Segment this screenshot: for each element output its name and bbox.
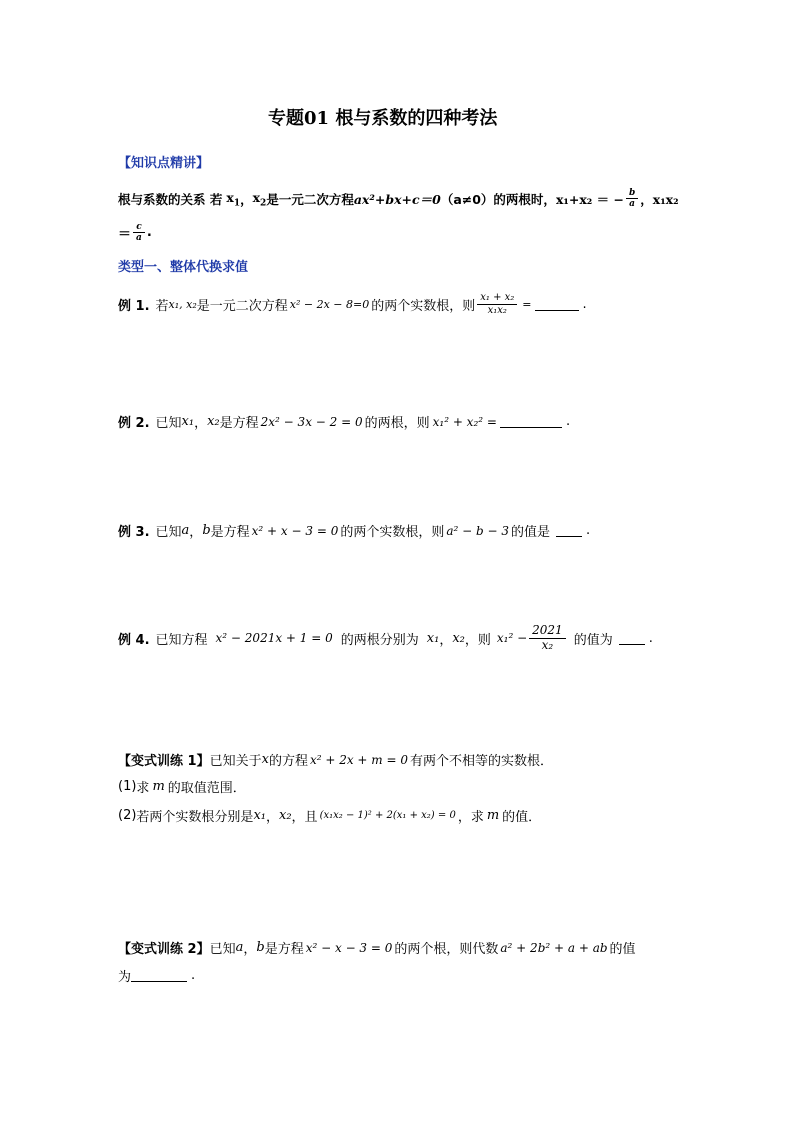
variant-2-text-3: 的两个根，则代数 <box>394 942 499 957</box>
knowledge-x1: $x_1$ <box>226 189 241 209</box>
type1-header: 类型一、整体代换求值 <box>118 260 249 275</box>
variant-1-label: 【变式训练 1】 <box>118 754 210 769</box>
knowledge-prod-eq: ＝ <box>118 227 132 243</box>
knowledge-header: 【知识点精讲】 <box>118 156 210 171</box>
answer-blank[interactable] <box>619 632 645 645</box>
variant-2-text-1: 已知 <box>209 942 236 957</box>
variant-1-text-1: 已知关于 <box>209 754 262 769</box>
fraction-denominator: x₂ <box>541 637 554 652</box>
variant-2-label: 【变式训练 2】 <box>118 942 210 957</box>
example-1-text-2: 是一元二次方程 <box>196 298 288 314</box>
variant-2-end: . <box>191 968 196 983</box>
variant-2-line-2-text: 为 <box>118 970 132 985</box>
example-4-var-2: x₂ <box>452 630 465 646</box>
fraction-denominator: x₁x₂ <box>487 304 507 316</box>
variant-1-q2-comma: ， <box>265 810 279 825</box>
page-title: 专题01 根与系数的四种考法 <box>268 108 498 129</box>
knowledge-end: . <box>146 225 152 241</box>
variant-2-var-1: a <box>235 940 244 955</box>
example-3-text-3: 的两个实数根，则 <box>340 525 445 540</box>
example-1-fraction <box>477 292 517 316</box>
variant-2-comma: ， <box>243 942 257 957</box>
example-3-text-4: 的值是 <box>511 525 551 540</box>
example-4-expr-lhs: x₁² − <box>496 631 528 646</box>
variant-2-var-2: b <box>256 940 265 955</box>
fraction-numerator: x₁ + x₂ <box>477 292 517 305</box>
knowledge-x2: $x_2$ <box>252 189 267 209</box>
variant-1-q2-var-2: x₂ <box>279 808 292 823</box>
example-2-text-1: 已知 <box>155 416 182 431</box>
example-4 <box>118 624 653 653</box>
example-4-text-1: 已知方程 <box>155 632 208 648</box>
variant-1-text-2: 的方程 <box>268 754 308 769</box>
question-number: (2) <box>118 808 137 823</box>
fraction-numerator: 2021 <box>529 624 566 639</box>
variant-2-expression: a² + 2b² + a + ab <box>500 940 608 955</box>
variant-1-q2-text-d: 的值． <box>502 810 542 825</box>
example-4-equation: x² − 2021x + 1 = 0 <box>215 631 333 646</box>
answer-blank[interactable] <box>556 524 582 537</box>
fraction-denominator: a <box>629 199 636 210</box>
example-3-text-1: 已知 <box>155 525 182 540</box>
fraction-denominator: a <box>136 233 142 244</box>
knowledge-comma: ， <box>240 191 253 207</box>
example-4-text-2: 的两根分别为 <box>340 632 419 648</box>
example-1-equation: x² − 2x − 8=0 <box>289 297 370 311</box>
example-2-comma: ， <box>194 416 208 431</box>
variant-1-line-1 <box>118 750 553 769</box>
example-2-expression: x₁² + x₂² = <box>432 414 497 429</box>
example-4-text-4: 的值为 <box>573 632 613 648</box>
answer-blank[interactable] <box>131 969 187 982</box>
variant-1-q1-text-b: 的取值范围． <box>167 781 246 796</box>
knowledge-condition: （a≠0） <box>440 191 494 207</box>
example-3-var-2: b <box>202 523 211 538</box>
example-1-equals: = <box>522 297 532 311</box>
variant-1-q1-text-a: 求 <box>136 781 150 796</box>
example-3-expression: a² − b − 3 <box>446 523 509 538</box>
example-2-text-2: 是方程 <box>219 416 259 431</box>
knowledge-text-2: 是一元二次方程 <box>266 191 354 207</box>
variant-2-line-1 <box>118 938 636 957</box>
variant-1-q2-text-a: 若两个实数根分别是 <box>136 810 254 825</box>
variant-1-equation: x² + 2x + m = 0 <box>309 752 408 767</box>
example-2 <box>118 412 570 431</box>
variant-1-q2-m: m <box>486 808 500 823</box>
example-2-var-1: x₁ <box>181 414 195 429</box>
variant-1-text-3: 有两个不相等的实数根． <box>410 754 554 769</box>
example-2-label: 例 2. <box>118 416 150 431</box>
variant-2-text-4: 的值 <box>609 942 636 957</box>
example-4-comma: ， <box>439 632 453 648</box>
example-3-equation: x² + x − 3 = 0 <box>251 523 339 538</box>
example-1-text-1: 若 <box>155 298 169 314</box>
answer-blank[interactable] <box>500 415 562 428</box>
answer-blank[interactable] <box>535 298 579 311</box>
fraction-numerator: c <box>133 222 144 233</box>
variant-1-question-2 <box>118 806 541 825</box>
example-2-equation: 2x² − 3x − 2 = 0 <box>260 414 363 429</box>
example-3-comma: ， <box>189 525 203 540</box>
variant-1-var: x <box>261 752 269 767</box>
example-3-text-2: 是方程 <box>210 525 250 540</box>
variant-1-q2-equation: (x₁x₂ − 1)² + 2(x₁ + x₂) = 0 <box>319 810 456 821</box>
knowledge-line-1 <box>118 188 679 210</box>
example-3-end: . <box>586 523 591 538</box>
variant-1-q2-text-c: ，求 <box>457 810 484 825</box>
knowledge-prod-fraction <box>133 222 145 244</box>
variant-1-q1-m: m <box>152 779 165 794</box>
knowledge-prod-lhs: ，x₁x₂ <box>640 191 679 207</box>
example-4-text-3: ，则 <box>464 632 491 648</box>
example-4-end: . <box>648 630 653 646</box>
variant-2-text-2: 是方程 <box>264 942 304 957</box>
variant-1-q2-text-b: ，且 <box>291 810 318 825</box>
example-4-label: 例 4. <box>118 632 150 648</box>
example-1 <box>118 292 587 316</box>
example-3 <box>118 521 590 540</box>
example-4-var-1: x₁ <box>426 630 440 646</box>
variant-2-equation: x² − x − 3 = 0 <box>305 940 393 955</box>
example-1-text-3: 的两个实数根，则 <box>371 298 476 314</box>
example-2-var-2: x₂ <box>207 414 220 429</box>
example-4-fraction <box>529 624 566 653</box>
knowledge-sum-fraction <box>626 188 638 210</box>
example-1-vars: x₁, x₂ <box>168 297 197 311</box>
knowledge-text-1: 根与系数的关系 若 <box>118 191 223 207</box>
variant-1-q2-var-1: x₁ <box>253 808 266 823</box>
question-number: (1) <box>118 779 137 794</box>
knowledge-text-3: 的两根时， <box>493 191 556 207</box>
variant-2-line-2 <box>118 966 195 985</box>
knowledge-equation: ax²+bx+c＝0 <box>353 191 441 207</box>
example-2-text-3: 的两根，则 <box>364 416 430 431</box>
example-2-end: . <box>565 414 571 429</box>
knowledge-line-2 <box>118 222 152 244</box>
knowledge-sum-lhs: x₁+x₂ ＝ − <box>555 191 624 207</box>
variant-1-question-1 <box>118 777 246 796</box>
fraction-numerator: b <box>626 188 638 199</box>
example-3-label: 例 3. <box>118 525 150 540</box>
example-3-var-1: a <box>181 523 190 538</box>
example-1-end: . <box>582 296 587 312</box>
example-1-label: 例 1. <box>118 298 150 314</box>
